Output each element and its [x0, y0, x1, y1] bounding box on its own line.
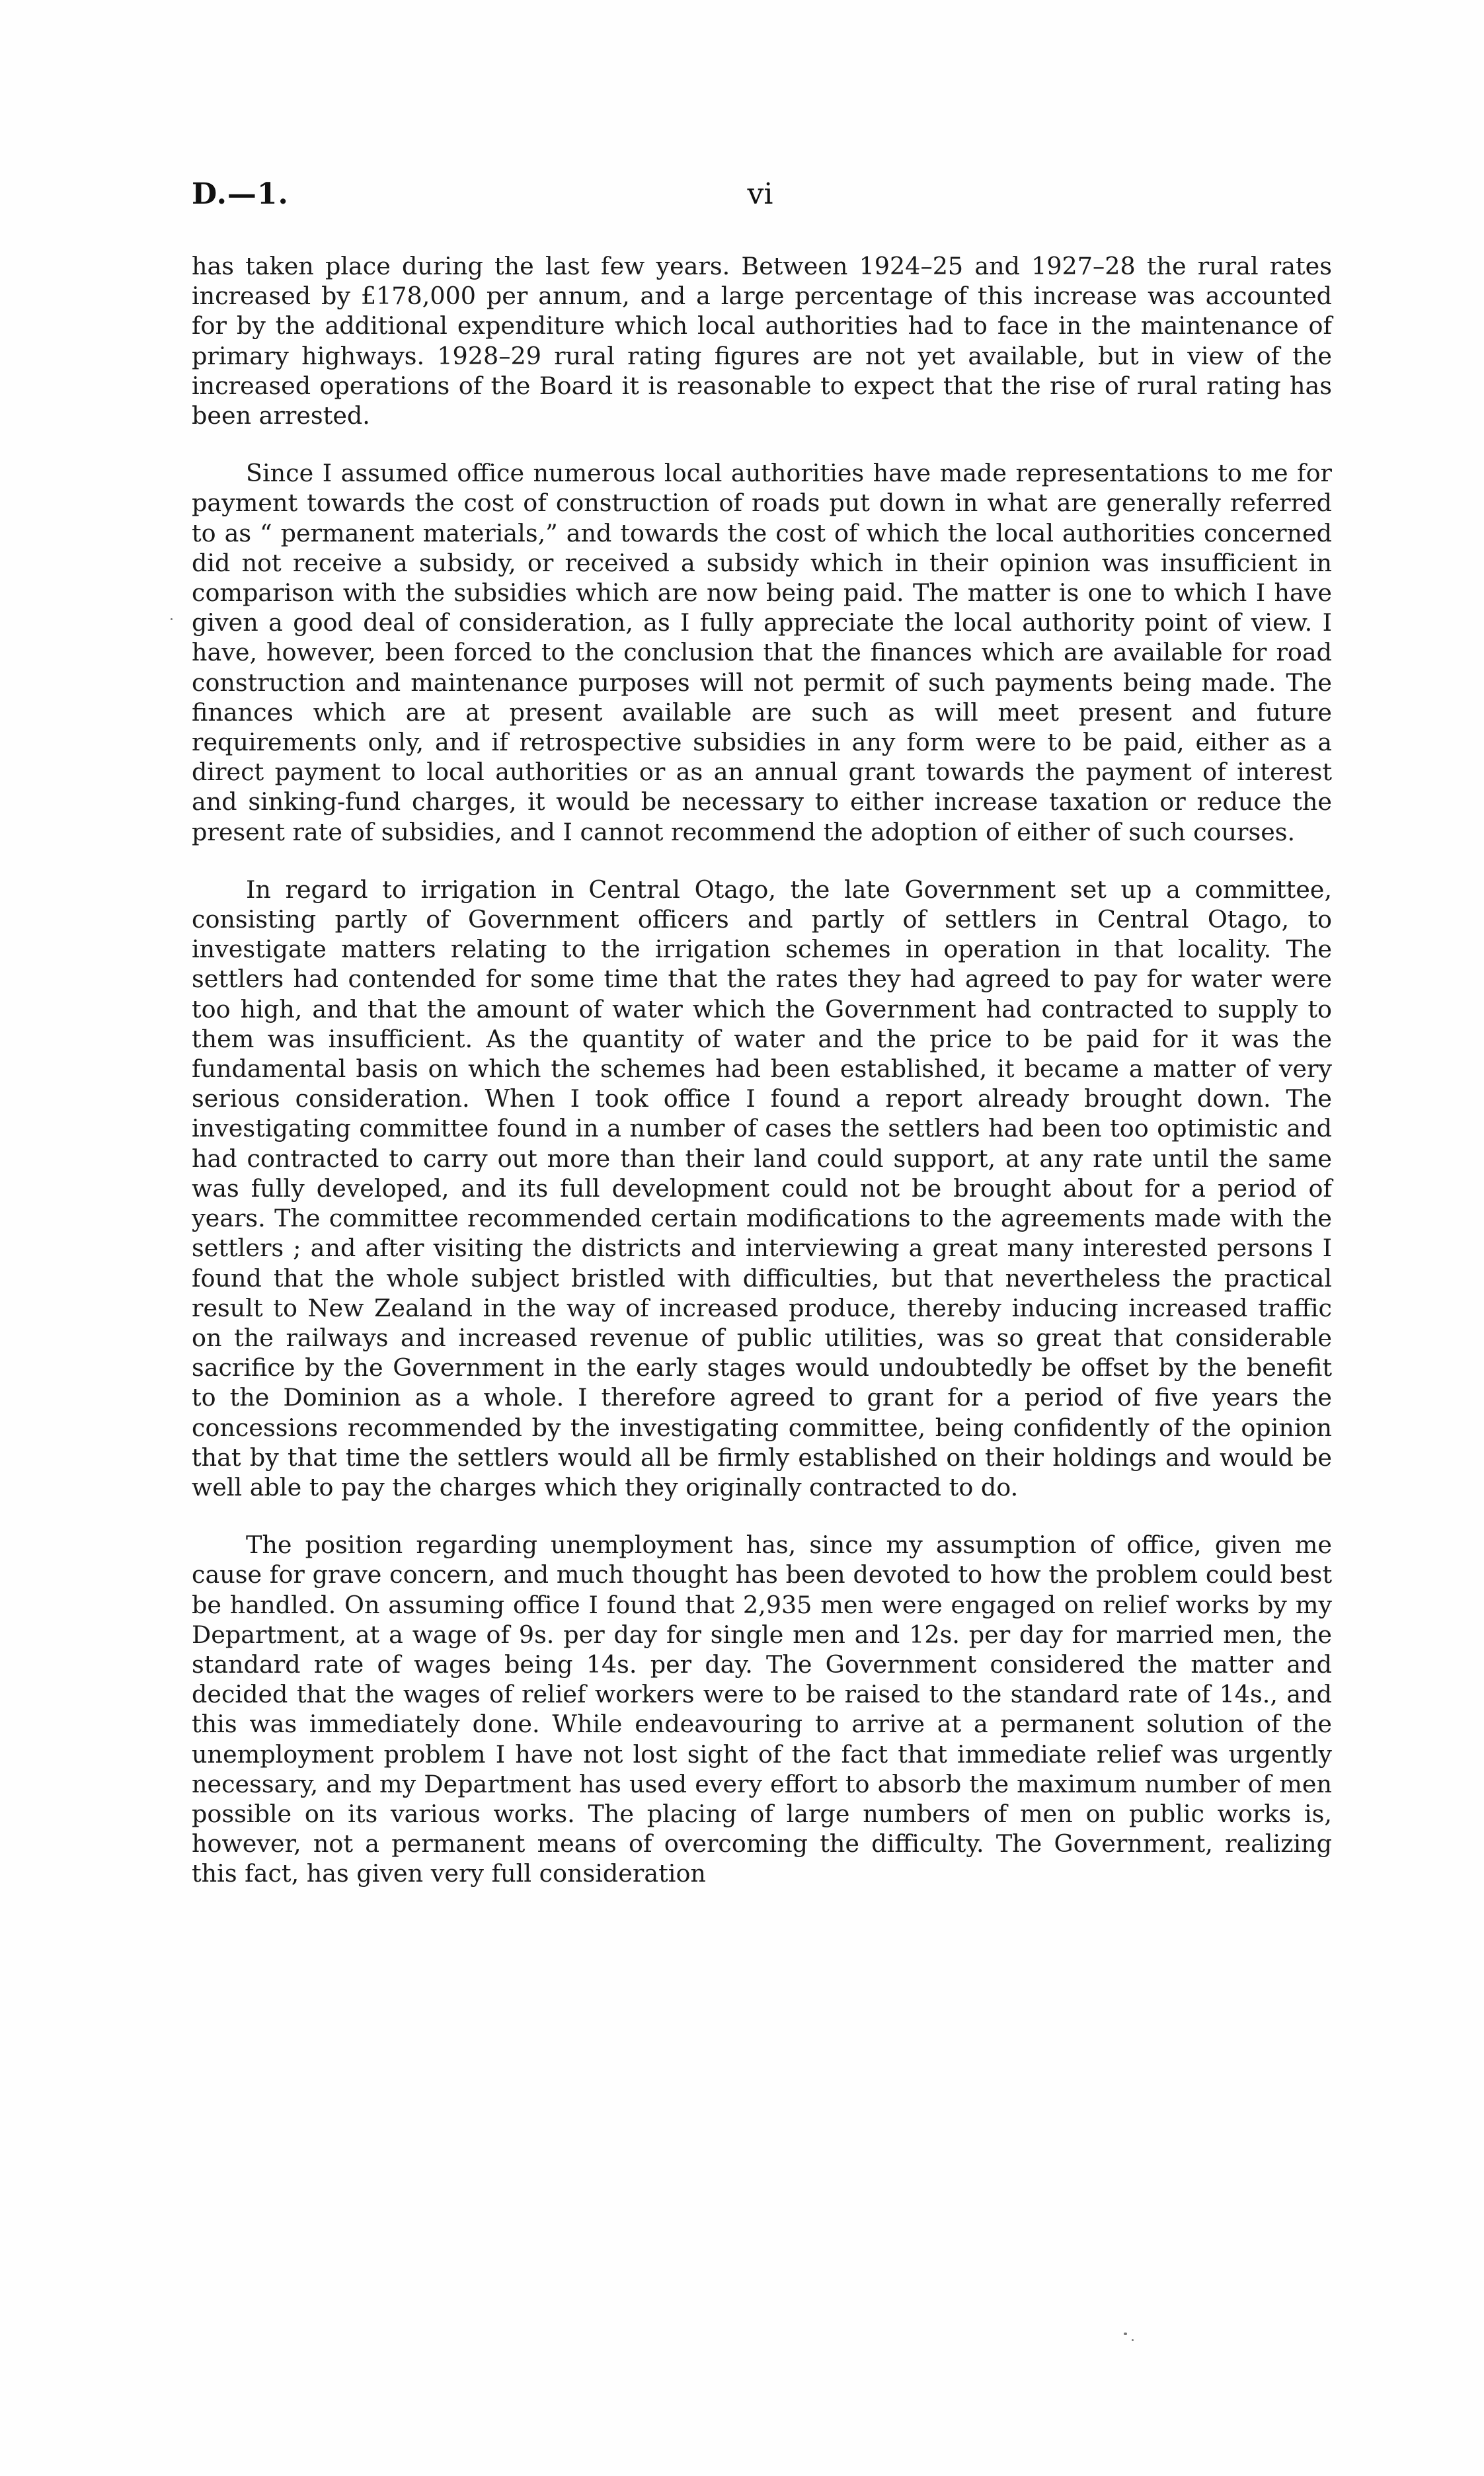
scan-speck: [171, 618, 173, 620]
page-header: [192, 177, 1329, 217]
body-text: [192, 251, 1332, 1917]
paragraph-unemployment: The position regarding unemployment has, since my assumption of office, given me cause for grave concern, and much thought has been devoted to how the problem could best be handled. On assuming office I found that 2,935 men were engaged on relief works by my Department, at a wage of 9s. per day for single men and 12s. per day for married men, the standard rate of wages being 14s. per day. The Government considered the matter and decided that the wages of relief workers were to be raised to the standard rate of 14s., and this was immediately done. While endeavouring to arrive at a permanent solution of the unemployment problem I have not lost sight of the fact that immediate relief was urgently necessary, and my Department has used every effort to absorb the maximum number of men possible on its various works. The placing of large numbers of men on public works is, however, not a permanent means of overcoming the difficulty. The Government, realizing this fact, has given very full consideration: [192, 1531, 1332, 1888]
paragraph-irrigation: In regard to irrigation in Central Otago, the late Government set up a committee, consisting partly of Government officers and partly of settlers in Central Otago, to investigate matters relating to the irrigation schemes in operation in that locality. The settlers had contended for some time that the rates they had agreed to pay for water were too high, and that the amount of water which the Government had contracted to supply to them was insufficient. As the quantity of water and the price to be paid for it was the fundamental basis on which the schemes had been established, it became a matter of very serious consideration. When I took office I found a report already brought down. The investigating committee found in a number of cases the settlers had been too optimistic and had contracted to carry out more than their land could support, at any rate until the same was fully developed, and its full development could not be brought about for a period of years. The committee recommended certain modifications to the agreements made with the settlers ; and after visiting the districts and interviewing a great many interested persons I found that the whole subject bristled with difficulties, but that nevertheless the practical result to New Zealand in the way of increased produce, thereby inducing increased traffic on the railways and increased revenue of public utilities, was so great that considerable sacrifice by the Government in the early stages would undoubtedly be offset by the benefit to the Dominion as a whole. I therefore agreed to grant for a period of five years the concessions recommended by the investigating committee, being confidently of the opinion that by that time the settlers would all be firmly established on their holdings and would be well able to pay the charges which they originally contracted to do.: [192, 875, 1332, 1501]
scan-speck: [1132, 2339, 1134, 2341]
paragraph-local-authorities: Since I assumed office numerous local authorities have made representations to me for payment towards the cost of construction of roads put down in what are generally referred to as “ permanent materials,” and towards the cost of which the local authorities concerned did not receive a subsidy, or received a subsidy which in their opinion was insufficient in comparison with the subsidies which are now being paid. The matter is one to which I have given a good deal of consideration, as I fully appreciate the local authority point of view. I have, however, been forced to the conclusion that the finances which are available for road construction and maintenance purposes will not permit of such payments being made. The finances which are at present available are such as will meet present and future requirements only, and if retrospective subsidies in any form were to be paid, either as a direct payment to local authorities or as an annual grant towards the payment of interest and sinking-fund charges, it would be necessary to either increase taxation or reduce the present rate of subsidies, and I cannot recommend the adoption of either of such courses.: [192, 459, 1332, 846]
paragraph-rural-rates: has taken place during the last few years. Between 1924–25 and 1927–28 the rural rates increased by £178,000 per annum, and a large percentage of this increase was accounted for by the additional expenditure which local authorities had to face in the maintenance of primary highways. 1928–29 rural rating figures are not yet available, but in view of the increased operations of the Board it is reasonable to expect that the rise of rural rating has been arrested.: [192, 252, 1332, 430]
scan-speck: [1124, 2333, 1127, 2335]
document-reference: D.—1.: [192, 177, 289, 211]
page-number: vi: [747, 177, 773, 211]
